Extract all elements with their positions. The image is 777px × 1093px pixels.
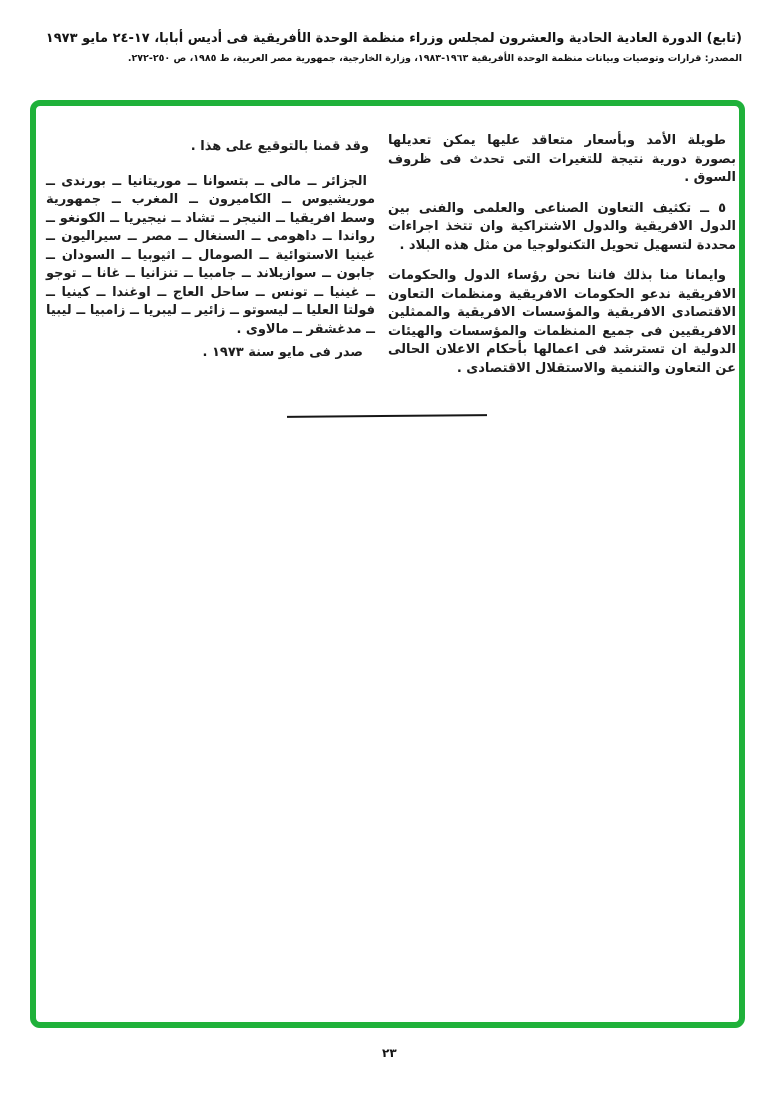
paragraph-market-terms: طويلة الأمد وبأسعار متعاقد عليها يمكن تعديلها بصورة دورية نتيجة للتغيرات التى تحدث فى ظروف السوق . bbox=[388, 133, 736, 185]
issued-date-line: صدر فى مايو سنة ١٩٧٣ . bbox=[202, 345, 363, 360]
page-number: ٢٣ bbox=[382, 1046, 397, 1060]
body-column-right bbox=[388, 132, 736, 378]
signature-intro-line: وقد قمنا بالتوقيع على هذا . bbox=[190, 139, 369, 154]
scanned-text-area bbox=[36, 106, 739, 1022]
header-citation bbox=[20, 31, 742, 64]
signatory-countries-list: الجزائر ــ مالى ــ بتسوانا ــ موريتانيا ــ بورندى ــ موريشيوس ــ الكاميرون ــ المغرب ــ جمهورية وسط افريقيا ــ النيجر ــ تشاد ــ نيجيريا ــ الكونغو ــ رواندا ــ داهومى ــ السنغال ــ مصر ــ سيراليون ــ غينيا الاستوائية ــ الصومال ــ اثيوبيا ــ السودان ــ جابون ــ سوازيلاند ــ جامبيا ــ تنزانيا ــ غانا ــ توجو ــ غينيا ــ تونس ــ ساحل العاج ــ اوغندا ــ كينيا ــ فولتا العليا ــ ليسوتو ــ زائير ــ ليبريا ــ زامبيا ــ ليبيا ــ مدغشقر ــ مالاوى . bbox=[46, 173, 375, 337]
signature-column-left bbox=[46, 138, 375, 363]
paragraph-declaration-faith: وايمانا منا بذلك فاننا نحن رؤساء الدول والحكومات الافريقية ندعو الحكومات الافريقية ومنظمات التعاون الاقتصادى الافريقية والمؤسسات الافريقية والممثلين الافريقيين فى جميع المنظمات والمؤسسات والهيئات الدولية ان تسترشد فى اعمالها بأحكام الاعلان الحالى عن التعاون والتنمية والاستقلال الاقتصادى . bbox=[388, 268, 736, 376]
green-annotation-frame bbox=[30, 100, 745, 1028]
paragraph-cooperation-item5: ٥ ــ تكثيف التعاون الصناعى والعلمى والفنى بين الدول الافريقية والدول الاشتراكية وان تتخذ اجراءات محددة لتسهيل تحويل التكنولوجيا من مثل هذه البلاد . bbox=[388, 200, 736, 253]
session-title: (تابع) الدورة العادية الحادية والعشرون لمجلس وزراء منظمة الوحدة الأفريقية فى أديس أبابا، ١٧-٢٤ مايو ١٩٧٣ bbox=[45, 31, 742, 46]
source-citation: المصدر: قرارات وتوصيات وبيانات منظمة الوحدة الأفريقية ١٩٦٣-١٩٨٣، وزارة الخارجية، جمهورية مصر العربية، ط ١٩٨٥، ص ٢٥٠-٢٧٢. bbox=[127, 53, 742, 64]
section-divider-rule bbox=[287, 414, 487, 418]
